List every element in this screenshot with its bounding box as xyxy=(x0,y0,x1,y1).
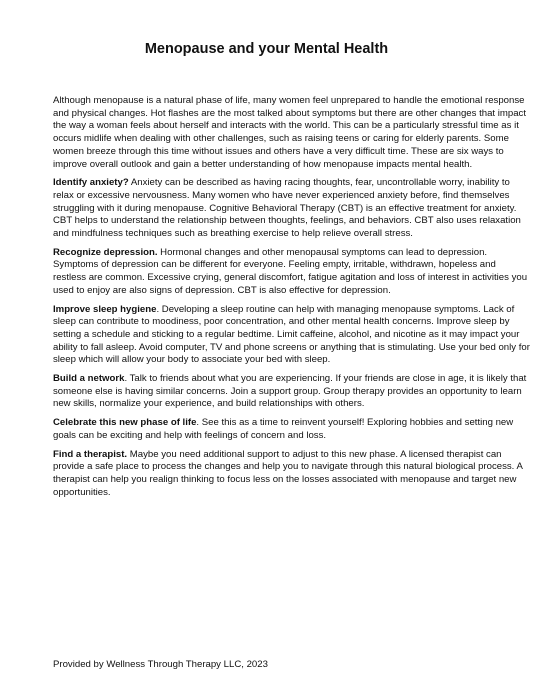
section-recognize-depression xyxy=(53,247,531,298)
section-body: . Talk to friends about what you are experiencing. If your friends are close in age, it is likely that someone else is having similar concerns. Join a support group. Group therapy provides an opportunity to learn new skills, normalize your experience, and build relationships with others. xyxy=(53,373,527,410)
section-heading: Identify anxiety? xyxy=(53,177,129,189)
section-heading: Build a network xyxy=(53,373,125,385)
document-body xyxy=(53,95,531,505)
section-body: Maybe you need additional support to adjust to this new phase. A licensed therapist can provide a safe place to process the changes and help you to navigate through this natural biological process. A therapist can help you realign thinking to focus less on the losses associated with menopause and target new opportunities. xyxy=(53,448,523,498)
section-celebrate-new-phase xyxy=(53,417,531,442)
section-heading: Find a therapist. xyxy=(53,448,128,460)
section-body: . See this as a time to reinvent yourself! Exploring hobbies and setting new goals can be exciting and help with feelings of concern and loss. xyxy=(53,417,514,441)
section-heading: Improve sleep hygiene xyxy=(53,303,157,315)
section-find-a-therapist xyxy=(53,449,531,500)
section-body: Hormonal changes and other menopausal symptoms can lead to depression. Symptoms of depression can be different for everyone. Feeling empty, irritable, withdrawn, hopeless and restless are common. Excessive crying, general discomfort, fatigue agitation and loss of interest in activities you used to enjoy are also signs of depression. CBT is also effective for depression. xyxy=(53,246,528,296)
section-body: . Developing a sleep routine can help with managing menopause symptoms. Lack of sleep can contribute to moodiness, poor concentration, and other mental health concerns. Improve sleep by setting a schedule and sticking to a regular bedtime. Limit caffeine, alcohol, and nicotine as it may impact your ability to fall asleep. Avoid computer, TV and phone screens or anything that is stimulating. Use your bed only for sleep which will allow your body to associate your bed with sleep. xyxy=(53,303,530,366)
section-heading: Celebrate this new phase of life xyxy=(53,417,197,429)
section-identify-anxiety xyxy=(53,177,531,241)
footer-credit: Provided by Wellness Through Therapy LLC, 2023 xyxy=(53,659,268,670)
page-title: Menopause and your Mental Health xyxy=(144,41,389,57)
section-build-a-network xyxy=(53,373,531,411)
section-improve-sleep-hygiene xyxy=(53,304,531,368)
section-body: Anxiety can be described as having racing thoughts, fear, uncontrollable worry, inability to relax or excessive nervousness. Many women who have never experienced anxiety before, find themselves struggling with it during menopause. Cognitive Behavioral Therapy (CBT) is an effective treatment for anxiety. CBT helps to understand the relationship between thoughts, feelings, and behaviors. CBT also uses relaxation and mindfulness techniques such as breathing exercise to help relieve overall stress. xyxy=(53,177,521,240)
intro-paragraph: Although menopause is a natural phase of life, many women feel unprepared to handle the emotional response and physical changes. Hot flashes are the most talked about symptoms but there are other changes that impact the way a woman feels about herself and interacts with the world. This can be a particularly stressful time as it occurs midlife when dealing with other challenges, such as raising teens or caring for elderly parents. Some women breeze through this time without issues and others have a very difficult time. These are six ways to improve overall outlook and gain a better understanding of how menopause impacts mental health. xyxy=(53,95,527,170)
section-heading: Recognize depression. xyxy=(53,246,158,258)
